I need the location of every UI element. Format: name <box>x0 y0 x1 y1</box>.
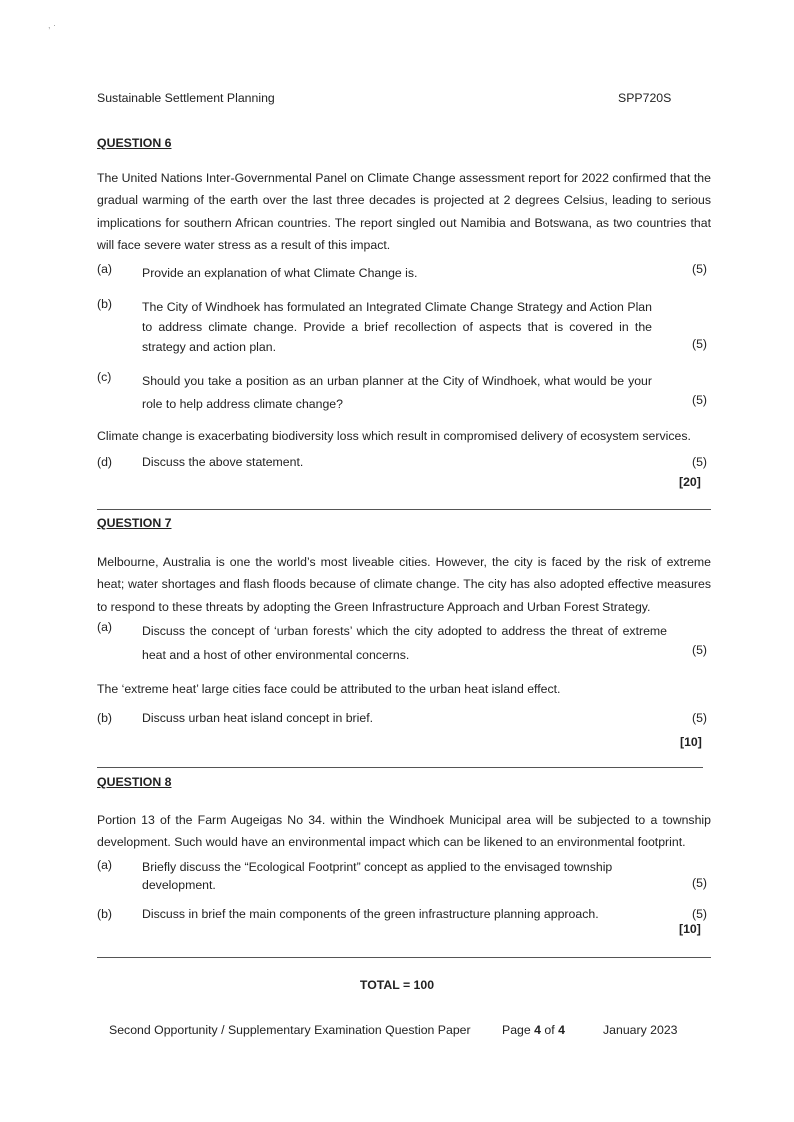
item-text: Should you take a position as an urban planner at the City of Windhoek, what would be your role to help address climate change? <box>142 374 652 411</box>
question-6-statement: Climate change is exacerbating biodiversity loss which result in compromised delivery of ecosystem services. <box>97 429 691 443</box>
item-text: Briefly discuss the “Ecological Footprint” concept as applied to the envisaged township development. <box>142 860 613 892</box>
footer-page-number <box>502 1023 565 1037</box>
item-marks: (5) <box>691 337 707 351</box>
item-label: (a) <box>97 858 113 872</box>
item-label: (d) <box>97 455 113 469</box>
item-text: Discuss the above statement. <box>142 455 304 469</box>
page-of: of <box>544 1023 555 1037</box>
exam-total: TOTAL = 100 <box>359 978 435 992</box>
question-8-total: [10] <box>679 922 701 936</box>
item-marks: (5) <box>691 876 707 890</box>
course-code: SPP720S <box>618 91 672 105</box>
item-marks: (5) <box>691 711 707 725</box>
question-6-intro: The United Nations Inter-Governmental Panel on Climate Change assessment report for 2022 confirmed that the gradual warming of the earth over the last three decades is projected at 2 degrees Celsius, leading to serious implications for southern African countries. The report singled out Namibia and Botswana, as two countries that will face severe water stress as a result of this impact. <box>97 171 711 252</box>
item-marks: (5) <box>691 643 707 657</box>
item-text: Discuss in brief the main components of the green infrastructure planning approach. <box>142 907 599 921</box>
footer-date: January 2023 <box>603 1023 678 1037</box>
question-7-intro: Melbourne, Australia is one the world’s most liveable cities. However, the city is faced by the risk of extreme heat; water shortages and flash floods because of climate change. The city has also adopted effective measures to respond to these threats by adopting the Green Infrastructure Approach and Urban Forest Strategy. <box>97 555 711 614</box>
item-text: The City of Windhoek has formulated an Integrated Climate Change Strategy and Action Plan to address climate change. Provide a brief recollection of aspects that is covered in the strategy and action plan. <box>142 300 652 354</box>
item-marks: (5) <box>691 393 707 407</box>
question-6-total: [20] <box>679 475 701 489</box>
item-marks: (5) <box>691 455 707 469</box>
section-divider <box>97 957 711 958</box>
item-label: (c) <box>97 370 112 384</box>
item-label: (b) <box>97 711 113 725</box>
section-divider <box>97 767 703 768</box>
page-total: 4 <box>558 1023 565 1037</box>
item-marks: (5) <box>691 262 707 276</box>
item-marks: (5) <box>691 907 707 921</box>
item-label: (a) <box>97 262 113 276</box>
item-label: (b) <box>97 907 113 921</box>
course-title: Sustainable Settlement Planning <box>97 91 275 105</box>
page-current: 4 <box>534 1023 541 1037</box>
item-text: Provide an explanation of what Climate Change is. <box>142 266 418 280</box>
page-prefix: Page <box>502 1023 531 1037</box>
footer-paper-title: Second Opportunity / Supplementary Examination Question Paper <box>109 1023 471 1037</box>
item-text: Discuss urban heat island concept in brief. <box>142 711 374 725</box>
question-8-intro: Portion 13 of the Farm Augeigas No 34. within the Windhoek Municipal area will be subjected to a township development. Such would have an environmental impact which can be likened to an environmental footprint. <box>97 813 711 850</box>
item-text: Discuss the concept of ‘urban forests’ which the city adopted to address the threat of extreme heat and a host of other environmental concerns. <box>142 624 667 662</box>
question-7-heading: QUESTION 7 <box>97 516 172 530</box>
section-divider <box>97 509 711 510</box>
question-6-heading: QUESTION 6 <box>97 136 172 150</box>
question-7-statement: The ‘extreme heat’ large cities face could be attributed to the urban heat island effect. <box>97 682 561 696</box>
scan-speck: , · <box>48 20 56 30</box>
item-label: (b) <box>97 297 113 311</box>
item-label: (a) <box>97 620 113 634</box>
question-8-heading: QUESTION 8 <box>97 775 172 789</box>
question-7-total: [10] <box>680 735 702 749</box>
